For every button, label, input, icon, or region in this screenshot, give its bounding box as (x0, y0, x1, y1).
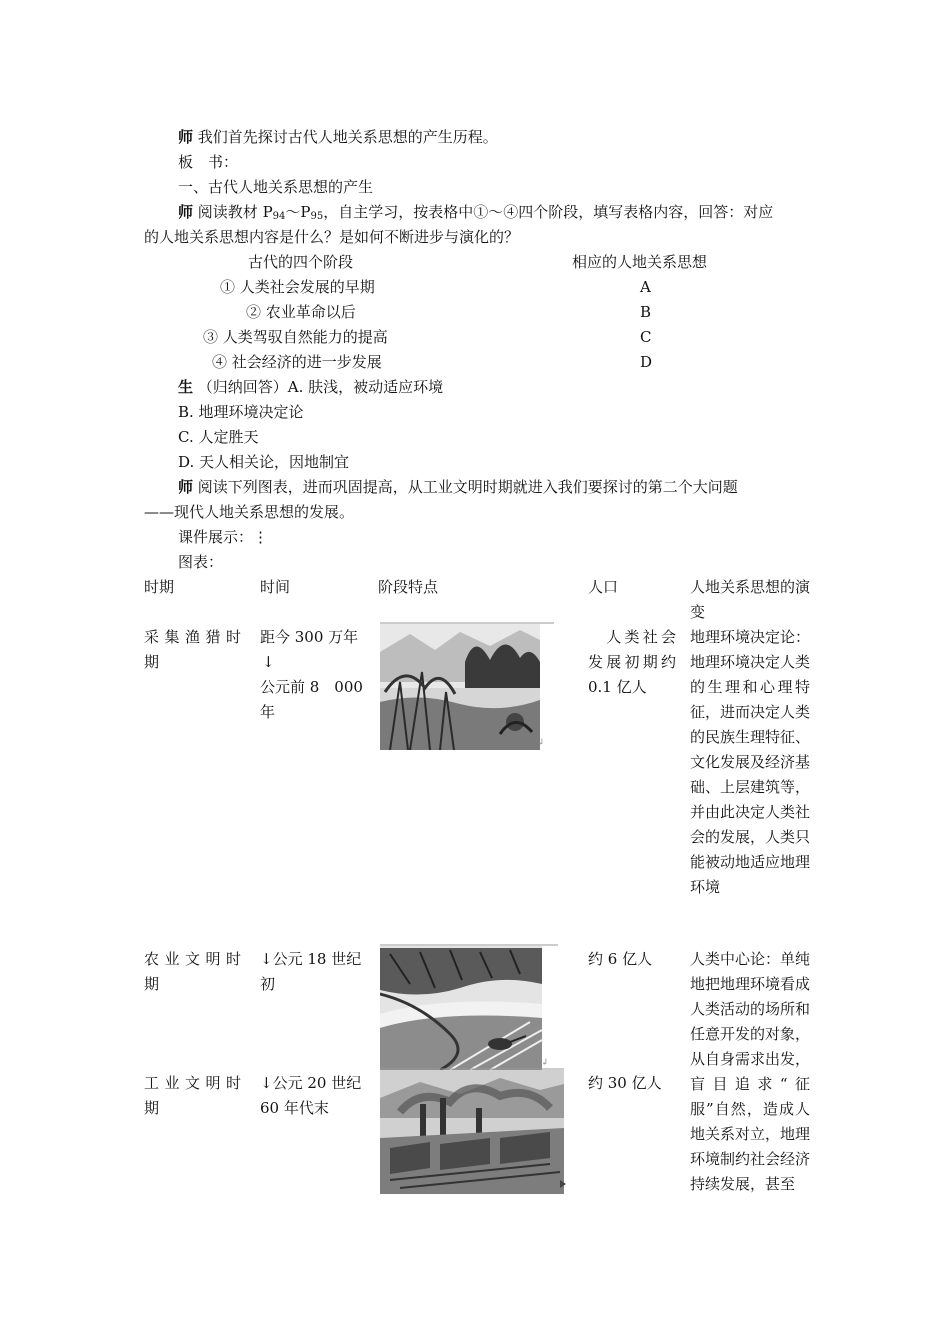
teacher-label: 师 (178, 478, 194, 496)
read-text-a: 阅读教材 P (197, 203, 273, 221)
row2-period: 农业文明时期 (144, 950, 246, 993)
row3-time: ↓公元 20 世纪 60 年代末 (260, 1074, 362, 1117)
intro-line-1 (178, 125, 498, 149)
student-answer-a (178, 375, 443, 399)
row1-population: 人类社会发展初期约 0.1 亿人 (588, 628, 676, 696)
ancient-stage-2: ② 农业革命以后 (246, 303, 356, 321)
ancient-answer-3: C (640, 328, 652, 346)
teacher-prompt-2-text: 阅读下列图表，进而巩固提高，从工业文明时期就进入我们要探讨的第二个大问题 (197, 478, 738, 496)
board-label: 板 书： (178, 153, 239, 171)
table-header-period: 时期 (144, 578, 175, 596)
reading-instruction-cont: 的人地关系思想内容是什么？是如何不断进步与演化的？ (144, 228, 520, 246)
section-heading: 一、古代人地关系思想的产生 (178, 178, 374, 196)
table-header-population: 人口 (588, 578, 619, 596)
row1-time-end: 公元前 8 000 年 (260, 678, 363, 721)
read-text-b: ，自主学习，按表格中①～④四个阶段，填写表格内容，回答：对应 (323, 203, 774, 221)
intro-text: 我们首先探讨古代人地关系思想的产生历程。 (197, 128, 498, 146)
return-mark: ↲ (541, 1058, 549, 1068)
row1-time-arrow: ↓ (262, 653, 275, 671)
return-mark: ↲ (537, 738, 545, 748)
page-start: 94 (272, 211, 286, 222)
teacher-label: 师 (178, 203, 194, 221)
read-tilde: ～P (285, 203, 311, 221)
courseware-label: 课件展示：⋮ (178, 528, 269, 546)
teacher-prompt-2-cont: ——现代人地关系思想的发展。 (144, 503, 355, 521)
chart-label: 图表： (178, 553, 224, 571)
page-end: 95 (310, 211, 324, 222)
row1-period: 采集渔猎时期 (144, 628, 246, 671)
student-label: 生 (178, 378, 194, 396)
student-answer-d: D. 天人相关论，因地制宜 (178, 453, 350, 471)
row2-thought: 人类中心论：单纯地把地理环境看成人类活动的场所和任意开发的对象，从自身需求出发，盲目追求“征服”自然，造成人地关系对立，地理环境制约社会经济持续发展，甚至 (690, 950, 811, 1193)
table-header-features: 阶段特点 (378, 578, 439, 596)
ancient-answer-4: D (640, 353, 653, 371)
industrial-illustration (380, 1068, 572, 1194)
ancient-stage-3: ③ 人类驾驭自然能力的提高 (203, 328, 388, 346)
ancient-stage-1: ① 人类社会发展的早期 (220, 278, 375, 296)
ancient-col-header-thought: 相应的人地关系思想 (572, 253, 708, 271)
ancient-col-header-stage: 古代的四个阶段 (248, 253, 354, 271)
ancient-answer-2: B (640, 303, 652, 321)
row1-thought: 地理环境决定论：地理环境决定人类的生理和心理特征，进而决定人类的民族生理特征、文化发展及经济基础、上层建筑等，并由此决定人类社会的发展，人类只能被动地适应地理环境 (690, 628, 811, 896)
row3-population: 约 30 亿人 (588, 1074, 662, 1092)
student-answer-a-text: （归纳回答）A. 肤浅，被动适应环境 (197, 378, 444, 396)
table-header-thought: 人地关系思想的演变 (690, 578, 811, 621)
ancient-answer-1: A (640, 278, 651, 296)
hunting-gathering-illustration (380, 622, 554, 750)
row2-population: 约 6 亿人 (588, 950, 653, 968)
ancient-stage-4: ④ 社会经济的进一步发展 (212, 353, 382, 371)
row2-time: ↓公元 18 世纪初 (260, 950, 362, 993)
teacher-label: 师 (178, 128, 194, 146)
teacher-prompt-2 (178, 475, 738, 499)
student-answer-b: B. 地理环境决定论 (178, 403, 304, 421)
student-answer-c: C. 人定胜天 (178, 428, 259, 446)
table-header-time: 时间 (260, 578, 291, 596)
agriculture-illustration (380, 944, 558, 1070)
row3-period: 工业文明时期 (144, 1074, 246, 1117)
row1-time-start: 距今 300 万年 (260, 628, 359, 646)
